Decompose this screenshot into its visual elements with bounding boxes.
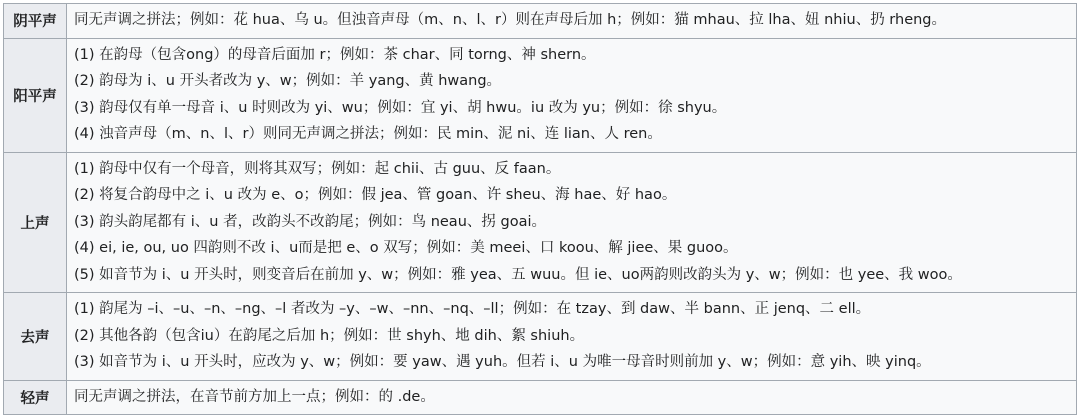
tone-header-cell: 轻声 — [4, 380, 67, 415]
rule-line: (2) 其他各韵（包含iu）在韵尾之后加 h；例如：世 shyh、地 dih、絮 shiuh。 — [74, 327, 585, 344]
rule-line: (5) 如音节为 i、u 开头时，则变音后在前加 y、w；例如：雅 yea、五 wuu。但 ie、uo两韵则改韵头为 y、w；例如：也 yee、我 woo。 — [74, 266, 962, 283]
rule-line: (2) 韵母为 i、u 开头者改为 y、w；例如：羊 yang、黄 hwang。 — [74, 73, 502, 89]
rule-line: (4) 浊音声母（m、n、l、r）则同无声调之拼法；例如：民 min、泥 ni、连 lian、人 ren。 — [74, 126, 662, 142]
table-row-qu — [4, 293, 1077, 381]
rule-line: (1) 韵尾为 –i、–u、–n、–ng、–l 者改为 –y、–w、–nn、–nq、–ll；例如：在 tzay、到 daw、半 bann、正 jenq、二 ell。 — [74, 301, 871, 317]
rule-line: (3) 韵头韵尾都有 i、u 者，改韵头不改韵尾；例如：鸟 neau、拐 goai。 — [74, 213, 546, 230]
table-row-yinping — [4, 4, 1077, 39]
rules-cell — [67, 4, 1077, 39]
rule-line: (3) 韵母仅有单一母音 i、u 时则改为 yi、wu；例如：宜 yi、胡 hwu。iu 改为 yu；例如：徐 shyu。 — [74, 99, 727, 116]
rule-line: 同无声调之拼法，在音节前方加上一点；例如：的 .de。 — [74, 388, 435, 405]
rule-line: 同无声调之拼法；例如：花 hua、乌 u。但浊音声母（m、n、l、r）则在声母后加 h；例如：猫 mhau、拉 lha、妞 nhiu、扔 rheng。 — [74, 12, 947, 28]
tone-rules-table — [3, 3, 1077, 415]
rules-cell — [67, 38, 1077, 152]
rule-line: (4) ei, ie, ou, uo 四韵则不改 i、u而是把 e、o 双写；例如：美 meei、口 koou、解 jiee、果 guoo。 — [74, 240, 738, 256]
tone-header-cell: 阴平声 — [4, 4, 67, 39]
rule-line: (1) 在韵母（包含ong）的母音后面加 r；例如：茶 char、同 torng、神 shern。 — [74, 46, 596, 63]
rules-cell — [67, 380, 1077, 415]
tone-header-cell: 去声 — [4, 293, 67, 381]
tone-header-cell: 上声 — [4, 152, 67, 293]
rules-cell — [67, 152, 1077, 293]
table-row-shang — [4, 152, 1077, 293]
table-row-qing — [4, 380, 1077, 415]
rules-cell — [67, 293, 1077, 381]
table-row-yangping — [4, 38, 1077, 152]
rule-line: (2) 将复合韵母中之 i、u 改为 e、o；例如：假 jea、管 goan、许 sheu、海 hae、好 hao。 — [74, 187, 677, 203]
tone-header-cell: 阳平声 — [4, 38, 67, 152]
rule-line: (3) 如音节为 i、u 开头时，应改为 y、w；例如：要 yaw、遇 yuh。但若 i、u 为唯一母音时则前加 y、w；例如：意 yih、映 yinq。 — [74, 354, 931, 370]
rule-line: (1) 韵母中仅有一个母音，则将其双写；例如：起 chii、古 guu、反 faan。 — [74, 160, 561, 177]
